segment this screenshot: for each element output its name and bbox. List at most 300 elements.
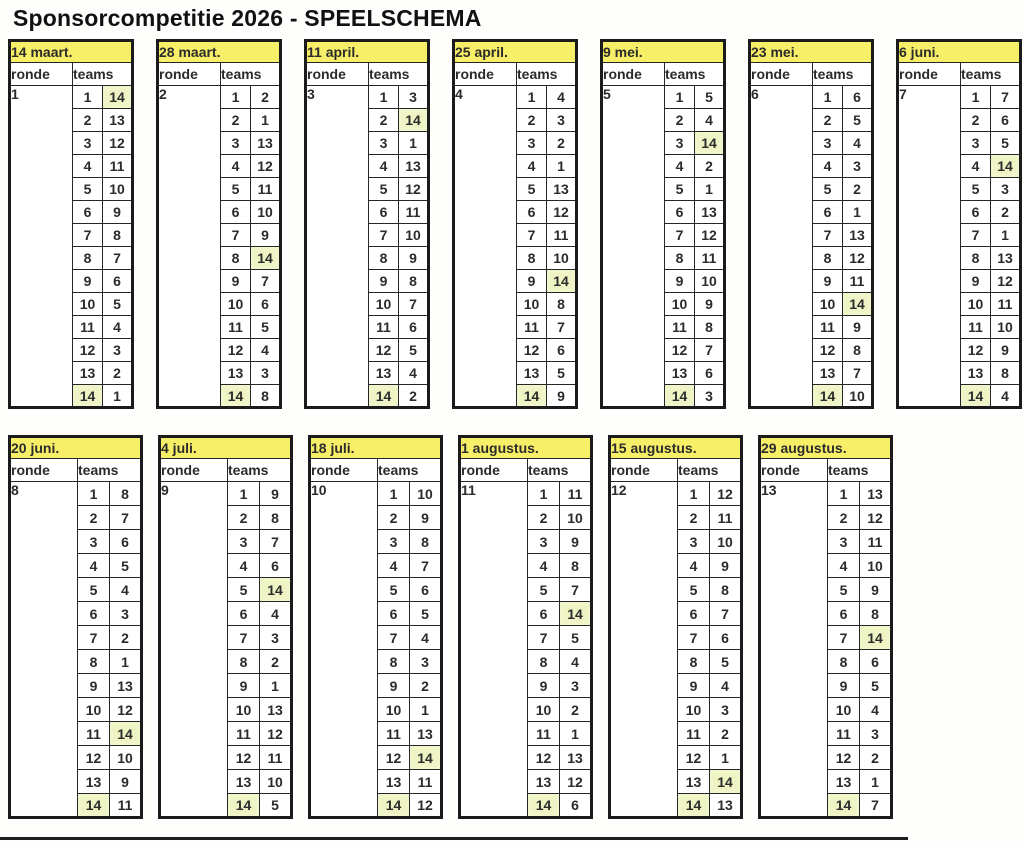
team-cell-highlighted: 14 (410, 746, 442, 770)
team-cell: 8 (860, 602, 892, 626)
team-cell: 1 (410, 698, 442, 722)
team-cell: 2 (410, 674, 442, 698)
team-cell: 6 (961, 201, 991, 224)
team-cell: 8 (517, 247, 547, 270)
team-cell: 11 (221, 316, 251, 339)
team-cell: 3 (103, 339, 133, 362)
team-cell: 3 (710, 698, 742, 722)
team-cell: 7 (103, 247, 133, 270)
team-cell: 9 (110, 770, 142, 794)
pair-row (454, 86, 577, 109)
team-cell: 5 (528, 578, 560, 602)
team-cell: 6 (528, 602, 560, 626)
team-cell: 2 (528, 506, 560, 530)
col-header-ronde: ronde (760, 459, 828, 482)
team-cell: 3 (560, 674, 592, 698)
col-header-teams: teams (665, 63, 725, 86)
date-header-row (454, 41, 577, 63)
team-cell: 8 (78, 650, 110, 674)
team-cell: 13 (665, 362, 695, 385)
team-cell: 8 (378, 650, 410, 674)
col-header-ronde: ronde (160, 459, 228, 482)
ronde-number: 11 (460, 482, 528, 818)
team-cell: 6 (78, 602, 110, 626)
team-cell: 11 (369, 316, 399, 339)
col-header-ronde: ronde (610, 459, 678, 482)
team-cell: 5 (961, 178, 991, 201)
date-header: 4 juli. (160, 437, 292, 459)
col-header-ronde: ronde (10, 459, 78, 482)
team-cell: 3 (221, 132, 251, 155)
team-cell: 6 (369, 201, 399, 224)
team-cell: 13 (678, 770, 710, 794)
team-cell: 4 (665, 155, 695, 178)
team-cell: 13 (991, 247, 1021, 270)
team-cell: 10 (813, 293, 843, 316)
col-header-ronde: ronde (10, 63, 73, 86)
team-cell: 7 (678, 626, 710, 650)
pair-row (610, 482, 742, 506)
team-cell: 1 (528, 482, 560, 506)
team-cell: 5 (843, 109, 873, 132)
team-cell: 6 (399, 316, 429, 339)
team-cell: 4 (221, 155, 251, 178)
team-cell: 3 (961, 132, 991, 155)
team-cell: 5 (369, 178, 399, 201)
team-cell: 10 (378, 698, 410, 722)
team-cell: 13 (813, 362, 843, 385)
team-cell: 9 (695, 293, 725, 316)
team-cell: 3 (399, 86, 429, 109)
team-cell: 11 (517, 316, 547, 339)
team-cell: 8 (73, 247, 103, 270)
team-cell: 5 (547, 362, 577, 385)
team-cell: 5 (251, 316, 281, 339)
team-cell: 12 (528, 746, 560, 770)
team-cell: 13 (378, 770, 410, 794)
team-cell: 5 (73, 178, 103, 201)
team-cell: 10 (73, 293, 103, 316)
team-cell-highlighted: 14 (228, 794, 260, 818)
team-cell: 1 (710, 746, 742, 770)
team-cell-highlighted: 14 (221, 385, 251, 408)
date-header-row (306, 41, 429, 63)
team-cell: 2 (228, 506, 260, 530)
team-cell-highlighted: 14 (991, 155, 1021, 178)
date-header-row (602, 41, 725, 63)
team-cell: 13 (528, 770, 560, 794)
ronde-number: 12 (610, 482, 678, 818)
team-cell: 2 (110, 626, 142, 650)
date-header: 14 maart. (10, 41, 133, 63)
team-cell: 3 (828, 530, 860, 554)
team-cell: 12 (710, 482, 742, 506)
team-cell-highlighted: 14 (828, 794, 860, 818)
team-cell: 3 (228, 530, 260, 554)
team-cell: 3 (813, 132, 843, 155)
team-cell: 7 (860, 794, 892, 818)
col-header-ronde: ronde (454, 63, 517, 86)
team-cell: 10 (665, 293, 695, 316)
team-cell: 10 (103, 178, 133, 201)
team-cell: 1 (961, 86, 991, 109)
team-cell: 5 (378, 578, 410, 602)
team-cell: 12 (228, 746, 260, 770)
team-cell: 10 (221, 293, 251, 316)
team-cell-highlighted: 14 (517, 385, 547, 408)
team-cell-highlighted: 14 (961, 385, 991, 408)
team-cell-highlighted: 14 (695, 132, 725, 155)
team-cell: 12 (695, 224, 725, 247)
team-cell-highlighted: 14 (528, 794, 560, 818)
team-cell: 9 (221, 270, 251, 293)
team-cell: 1 (369, 86, 399, 109)
col-header-ronde: ronde (158, 63, 221, 86)
team-cell: 7 (695, 339, 725, 362)
team-cell: 3 (528, 530, 560, 554)
team-cell: 12 (378, 746, 410, 770)
pair-row (898, 86, 1021, 109)
team-cell: 10 (110, 746, 142, 770)
team-cell: 11 (528, 722, 560, 746)
team-cell: 3 (260, 626, 292, 650)
team-cell: 7 (528, 626, 560, 650)
team-cell: 5 (517, 178, 547, 201)
team-cell: 1 (251, 109, 281, 132)
date-header-row (10, 437, 142, 459)
team-cell: 9 (517, 270, 547, 293)
team-cell: 2 (710, 722, 742, 746)
date-header: 18 juli. (310, 437, 442, 459)
team-cell: 6 (110, 530, 142, 554)
team-cell: 12 (221, 339, 251, 362)
team-cell: 1 (547, 155, 577, 178)
team-cell: 10 (78, 698, 110, 722)
column-header-row (10, 459, 142, 482)
team-cell: 7 (378, 626, 410, 650)
team-cell: 3 (547, 109, 577, 132)
team-cell: 8 (528, 650, 560, 674)
team-cell: 4 (961, 155, 991, 178)
team-cell: 8 (710, 578, 742, 602)
schedule-table (748, 39, 874, 409)
col-header-ronde: ronde (898, 63, 961, 86)
col-header-teams: teams (369, 63, 429, 86)
team-cell: 11 (378, 722, 410, 746)
schedule-table (308, 435, 443, 819)
team-cell: 6 (678, 602, 710, 626)
team-cell: 8 (110, 482, 142, 506)
team-cell: 10 (547, 247, 577, 270)
team-cell: 12 (665, 339, 695, 362)
team-cell-highlighted: 14 (547, 270, 577, 293)
team-cell: 13 (843, 224, 873, 247)
team-cell: 6 (103, 270, 133, 293)
pair-row (306, 86, 429, 109)
team-cell: 2 (678, 506, 710, 530)
team-cell: 9 (710, 554, 742, 578)
team-cell: 11 (678, 722, 710, 746)
team-cell: 4 (710, 674, 742, 698)
schedule-row-top (0, 39, 1024, 409)
team-cell: 5 (860, 674, 892, 698)
team-cell: 4 (678, 554, 710, 578)
column-header-row (760, 459, 892, 482)
team-cell: 8 (260, 506, 292, 530)
team-cell: 12 (369, 339, 399, 362)
team-cell: 5 (399, 339, 429, 362)
ronde-number: 2 (158, 86, 221, 408)
team-cell: 1 (665, 86, 695, 109)
team-cell: 5 (260, 794, 292, 818)
pair-row (750, 86, 873, 109)
pair-row (160, 482, 292, 506)
team-cell: 4 (560, 650, 592, 674)
team-cell: 13 (251, 132, 281, 155)
ronde-number: 5 (602, 86, 665, 408)
team-cell: 1 (991, 224, 1021, 247)
col-header-teams: teams (813, 63, 873, 86)
team-cell: 13 (228, 770, 260, 794)
team-cell: 9 (828, 674, 860, 698)
ronde-number: 8 (10, 482, 78, 818)
team-cell: 9 (251, 224, 281, 247)
team-cell: 5 (813, 178, 843, 201)
team-cell: 1 (73, 86, 103, 109)
team-cell: 11 (710, 506, 742, 530)
team-cell: 8 (991, 362, 1021, 385)
team-cell: 10 (860, 554, 892, 578)
team-cell: 12 (560, 770, 592, 794)
pair-row (158, 86, 281, 109)
team-cell: 7 (228, 626, 260, 650)
team-cell: 11 (251, 178, 281, 201)
team-cell: 8 (251, 385, 281, 408)
team-cell: 10 (678, 698, 710, 722)
team-cell: 11 (547, 224, 577, 247)
team-cell: 4 (378, 554, 410, 578)
team-cell: 8 (103, 224, 133, 247)
team-cell: 11 (813, 316, 843, 339)
team-cell: 4 (110, 578, 142, 602)
date-header: 15 augustus. (610, 437, 742, 459)
team-cell: 12 (399, 178, 429, 201)
ronde-number: 13 (760, 482, 828, 818)
team-cell: 11 (228, 722, 260, 746)
team-cell: 12 (103, 132, 133, 155)
team-cell: 9 (528, 674, 560, 698)
team-cell: 2 (961, 109, 991, 132)
schedule-table (896, 39, 1022, 409)
team-cell: 13 (399, 155, 429, 178)
team-cell: 8 (399, 270, 429, 293)
team-cell: 1 (860, 770, 892, 794)
team-cell: 12 (961, 339, 991, 362)
team-cell: 13 (260, 698, 292, 722)
team-cell: 6 (843, 86, 873, 109)
team-cell: 13 (103, 109, 133, 132)
team-cell: 13 (73, 362, 103, 385)
team-cell: 3 (378, 530, 410, 554)
pair-row (760, 482, 892, 506)
team-cell: 10 (961, 293, 991, 316)
team-cell: 1 (813, 86, 843, 109)
team-cell: 2 (517, 109, 547, 132)
column-header-row (160, 459, 292, 482)
team-cell: 4 (103, 316, 133, 339)
column-header-row (10, 63, 133, 86)
team-cell: 12 (991, 270, 1021, 293)
team-cell: 6 (73, 201, 103, 224)
team-cell: 12 (843, 247, 873, 270)
team-cell: 10 (695, 270, 725, 293)
team-cell: 7 (560, 578, 592, 602)
team-cell: 6 (410, 578, 442, 602)
team-cell: 9 (103, 201, 133, 224)
col-header-teams: teams (78, 459, 142, 482)
team-cell-highlighted: 14 (710, 770, 742, 794)
team-cell: 2 (73, 109, 103, 132)
team-cell: 5 (228, 578, 260, 602)
team-cell: 12 (410, 794, 442, 818)
col-header-teams: teams (517, 63, 577, 86)
team-cell: 6 (828, 602, 860, 626)
team-cell: 10 (399, 224, 429, 247)
team-cell-highlighted: 14 (665, 385, 695, 408)
team-cell: 12 (110, 698, 142, 722)
date-header: 28 maart. (158, 41, 281, 63)
team-cell: 6 (260, 554, 292, 578)
pair-row (310, 482, 442, 506)
col-header-teams: teams (961, 63, 1021, 86)
team-cell: 3 (251, 362, 281, 385)
team-cell: 10 (410, 482, 442, 506)
team-cell: 13 (110, 674, 142, 698)
team-cell: 6 (517, 201, 547, 224)
team-cell: 6 (710, 626, 742, 650)
team-cell: 7 (260, 530, 292, 554)
pair-row (10, 86, 133, 109)
team-cell: 7 (665, 224, 695, 247)
date-header: 6 juni. (898, 41, 1021, 63)
date-header-row (460, 437, 592, 459)
date-header-row (610, 437, 742, 459)
team-cell: 1 (221, 86, 251, 109)
team-cell: 9 (369, 270, 399, 293)
ronde-number: 1 (10, 86, 73, 408)
team-cell: 8 (665, 247, 695, 270)
team-cell: 13 (517, 362, 547, 385)
team-cell: 9 (860, 578, 892, 602)
team-cell: 2 (828, 506, 860, 530)
team-cell: 10 (828, 698, 860, 722)
team-cell: 7 (410, 554, 442, 578)
team-cell: 4 (260, 602, 292, 626)
team-cell: 2 (260, 650, 292, 674)
team-cell: 11 (410, 770, 442, 794)
team-cell: 3 (110, 602, 142, 626)
team-cell: 7 (399, 293, 429, 316)
team-cell: 5 (678, 578, 710, 602)
team-cell: 2 (843, 178, 873, 201)
team-cell: 2 (251, 86, 281, 109)
date-header: 29 augustus. (760, 437, 892, 459)
pair-row (602, 86, 725, 109)
team-cell: 13 (410, 722, 442, 746)
team-cell: 11 (110, 794, 142, 818)
team-cell: 4 (410, 626, 442, 650)
team-cell: 6 (547, 339, 577, 362)
team-cell: 10 (528, 698, 560, 722)
team-cell: 1 (78, 482, 110, 506)
team-cell: 3 (678, 530, 710, 554)
team-cell: 9 (547, 385, 577, 408)
team-cell: 10 (517, 293, 547, 316)
col-header-ronde: ronde (750, 63, 813, 86)
team-cell: 9 (73, 270, 103, 293)
schedule-table (8, 435, 143, 819)
team-cell: 8 (228, 650, 260, 674)
ronde-number: 9 (160, 482, 228, 818)
date-header: 23 mei. (750, 41, 873, 63)
team-cell: 12 (73, 339, 103, 362)
team-cell: 13 (547, 178, 577, 201)
bottom-rule (0, 837, 908, 840)
team-cell: 5 (695, 86, 725, 109)
team-cell: 10 (991, 316, 1021, 339)
schedule-table (608, 435, 743, 819)
team-cell: 4 (517, 155, 547, 178)
team-cell: 4 (78, 554, 110, 578)
date-header: 25 april. (454, 41, 577, 63)
team-cell: 5 (828, 578, 860, 602)
team-cell: 2 (103, 362, 133, 385)
team-cell: 12 (517, 339, 547, 362)
team-cell: 7 (813, 224, 843, 247)
column-header-row (158, 63, 281, 86)
team-cell: 13 (695, 201, 725, 224)
team-cell: 11 (260, 746, 292, 770)
team-cell: 10 (710, 530, 742, 554)
team-cell: 13 (860, 482, 892, 506)
date-header-row (310, 437, 442, 459)
col-header-ronde: ronde (602, 63, 665, 86)
ronde-number: 6 (750, 86, 813, 408)
team-cell: 13 (560, 746, 592, 770)
team-cell: 7 (547, 316, 577, 339)
team-cell: 3 (860, 722, 892, 746)
team-cell: 9 (961, 270, 991, 293)
team-cell: 3 (78, 530, 110, 554)
schedule-row-bottom (0, 435, 1024, 819)
team-cell: 9 (78, 674, 110, 698)
team-cell-highlighted: 14 (399, 109, 429, 132)
team-cell: 6 (860, 650, 892, 674)
column-header-row (610, 459, 742, 482)
team-cell-highlighted: 14 (678, 794, 710, 818)
team-cell: 7 (710, 602, 742, 626)
team-cell: 1 (399, 132, 429, 155)
team-cell-highlighted: 14 (813, 385, 843, 408)
team-cell: 10 (228, 698, 260, 722)
team-cell: 9 (399, 247, 429, 270)
team-cell-highlighted: 14 (73, 385, 103, 408)
team-cell: 2 (369, 109, 399, 132)
col-header-teams: teams (378, 459, 442, 482)
team-cell: 9 (378, 674, 410, 698)
team-cell: 9 (843, 316, 873, 339)
team-cell: 9 (410, 506, 442, 530)
